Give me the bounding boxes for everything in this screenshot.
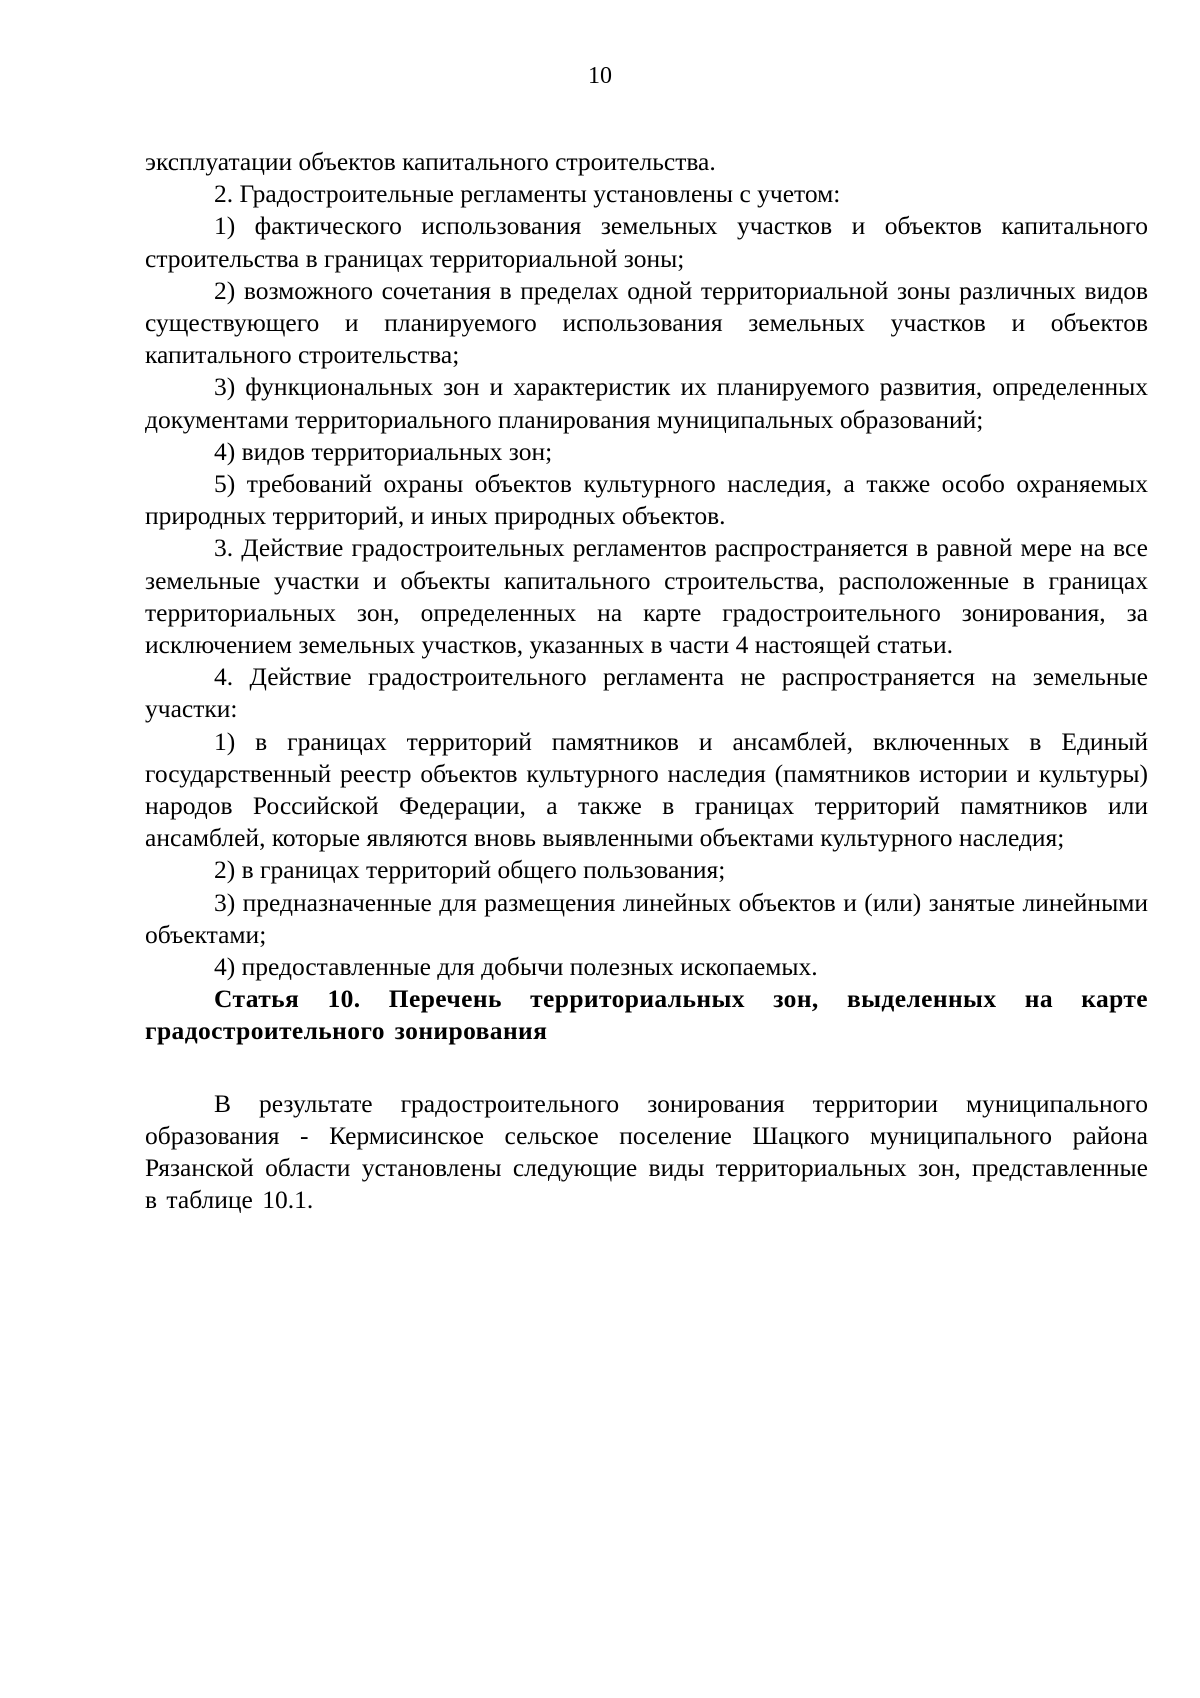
exception-item-1: 1) в границах территорий памятников и ансамблей, включенных в Единый государственный реестр объектов культурного наследия (памятников истории и культуры) народов Российской Федерации, а также в границах территорий памятников или ансамблей, которые являются вновь выявленными объектами культурного наследия; <box>145 726 1148 853</box>
paragraph-item-3: 3. Действие градостроительных регламентов распространяется в равной мере на все земельные участки и объекты капитального строительства, расположенные в границах территориальных зон, определенных на карте градостроительного зонирования, за исключением земельных участков, указанных в части 4 настоящей статьи. <box>145 533 1148 660</box>
list-item-5: 5) требований охраны объектов культурного наследия, а также особо охраняемых природных территорий, и иных природных объектов. <box>145 469 1148 531</box>
exception-item-4: 4) предоставленные для добычи полезных ископаемых. <box>214 952 818 982</box>
exception-item-2: 2) в границах территорий общего пользования; <box>214 855 726 885</box>
paragraph-item-4: 4. Действие градостроительного регламента не распространяется на земельные участки: <box>145 662 1148 724</box>
paragraph-item-2: 2. Градостроительные регламенты установлены с учетом: <box>214 179 841 209</box>
document-body <box>145 146 1148 1217</box>
page-number: 10 <box>588 63 612 89</box>
article-paragraph: В результате градостроительного зонирования территории муниципального образования - Кермисинское сельское поселение Шацкого муниципального района Рязанской области установлены следующие виды территориальных зон, представленные в таблице 10.1. <box>145 1088 1148 1215</box>
list-item-1: 1) фактического использования земельных участков и объектов капитального строительства в границах территориальной зоны; <box>145 211 1148 273</box>
spacer <box>145 1048 1148 1088</box>
list-item-2: 2) возможного сочетания в пределах одной территориальной зоны различных видов существующего и планируемого использования земельных участков и объектов капитального строительства; <box>145 275 1148 370</box>
article-heading: Статья 10. Перечень территориальных зон, выделенных на карте градостроительного зонирования <box>145 984 1148 1046</box>
paragraph-continuation: эксплуатации объектов капитального строительства. <box>145 147 716 176</box>
exception-item-3: 3) предназначенные для размещения линейных объектов и (или) занятые линейными объектами; <box>145 887 1148 949</box>
list-item-4: 4) видов территориальных зон; <box>214 436 553 466</box>
list-item-3: 3) функциональных зон и характеристик их планируемого развития, определенных документами территориального планирования муниципальных образований; <box>145 372 1148 434</box>
